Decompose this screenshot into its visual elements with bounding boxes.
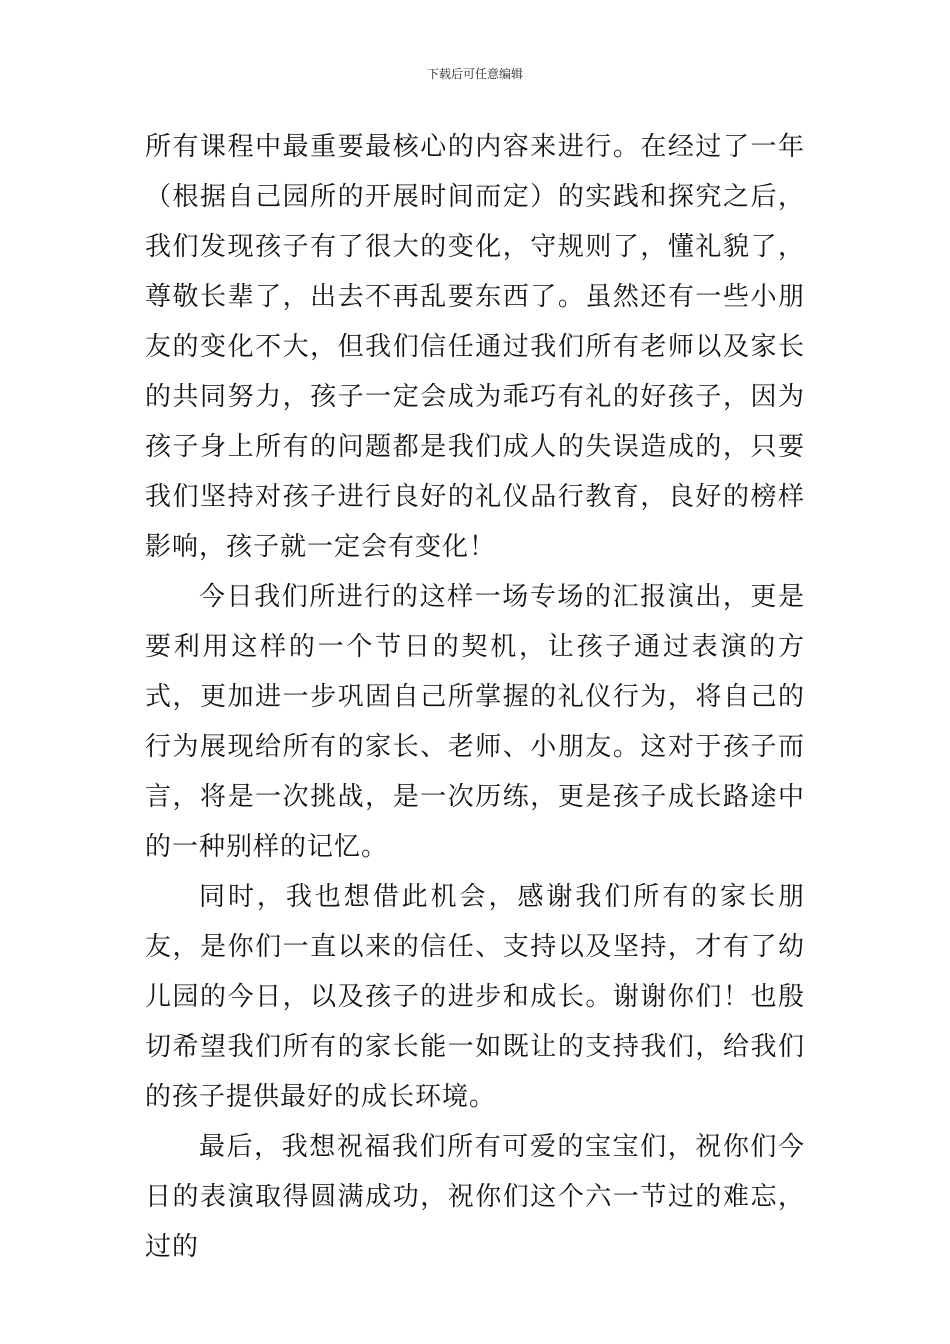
header-note: 下载后可任意编辑 (426, 67, 523, 81)
paragraph-thanks: 同时，我也想借此机会，感谢我们所有的家长朋友，是你们一直以来的信任、支持以及坚持，才有了幼儿园的今日，以及孩子的进步和成长。谢谢你们！也殷切希望我们所有的家长能一如既让的支持我们，给我们的孩子提供最好的成长环境。 (145, 882, 805, 1112)
paragraph-continued: 所有课程中最重要最核心的内容来进行。在经过了一年（根据自己园所的开展时间而定）的实践和探究之后，我们发现孩子有了很大的变化，守规则了，懂礼貌了，尊敬长辈了，出去不再乱要东西了。虽然还有一些小朋友的变化不大，但我们信任通过我们所有老师以及家长的共同努力，孩子一定会成为乖巧有礼的好孩子，因为孩子身上所有的问题都是我们成人的失误造成的，只要我们坚持对孩子进行良好的礼仪品行教育，良好的榜样影响，孩子就一定会有变化！ (145, 132, 805, 562)
paragraph-performance: 今日我们所进行的这样一场专场的汇报演出，更是要利用这样的一个节日的契机，让孩子通过表演的方式，更加进一步巩固自己所掌握的礼仪行为，将自己的行为展现给所有的家长、老师、小朋友。这对于孩子而言，将是一次挑战，是一次历练，更是孩子成长路途中的一种别样的记忆。 (145, 582, 805, 862)
paragraph-blessing: 最后，我想祝福我们所有可爱的宝宝们，祝你们今日的表演取得圆满成功，祝你们这个六一节过的难忘，过的 (145, 1132, 805, 1262)
document-body (145, 122, 805, 1272)
